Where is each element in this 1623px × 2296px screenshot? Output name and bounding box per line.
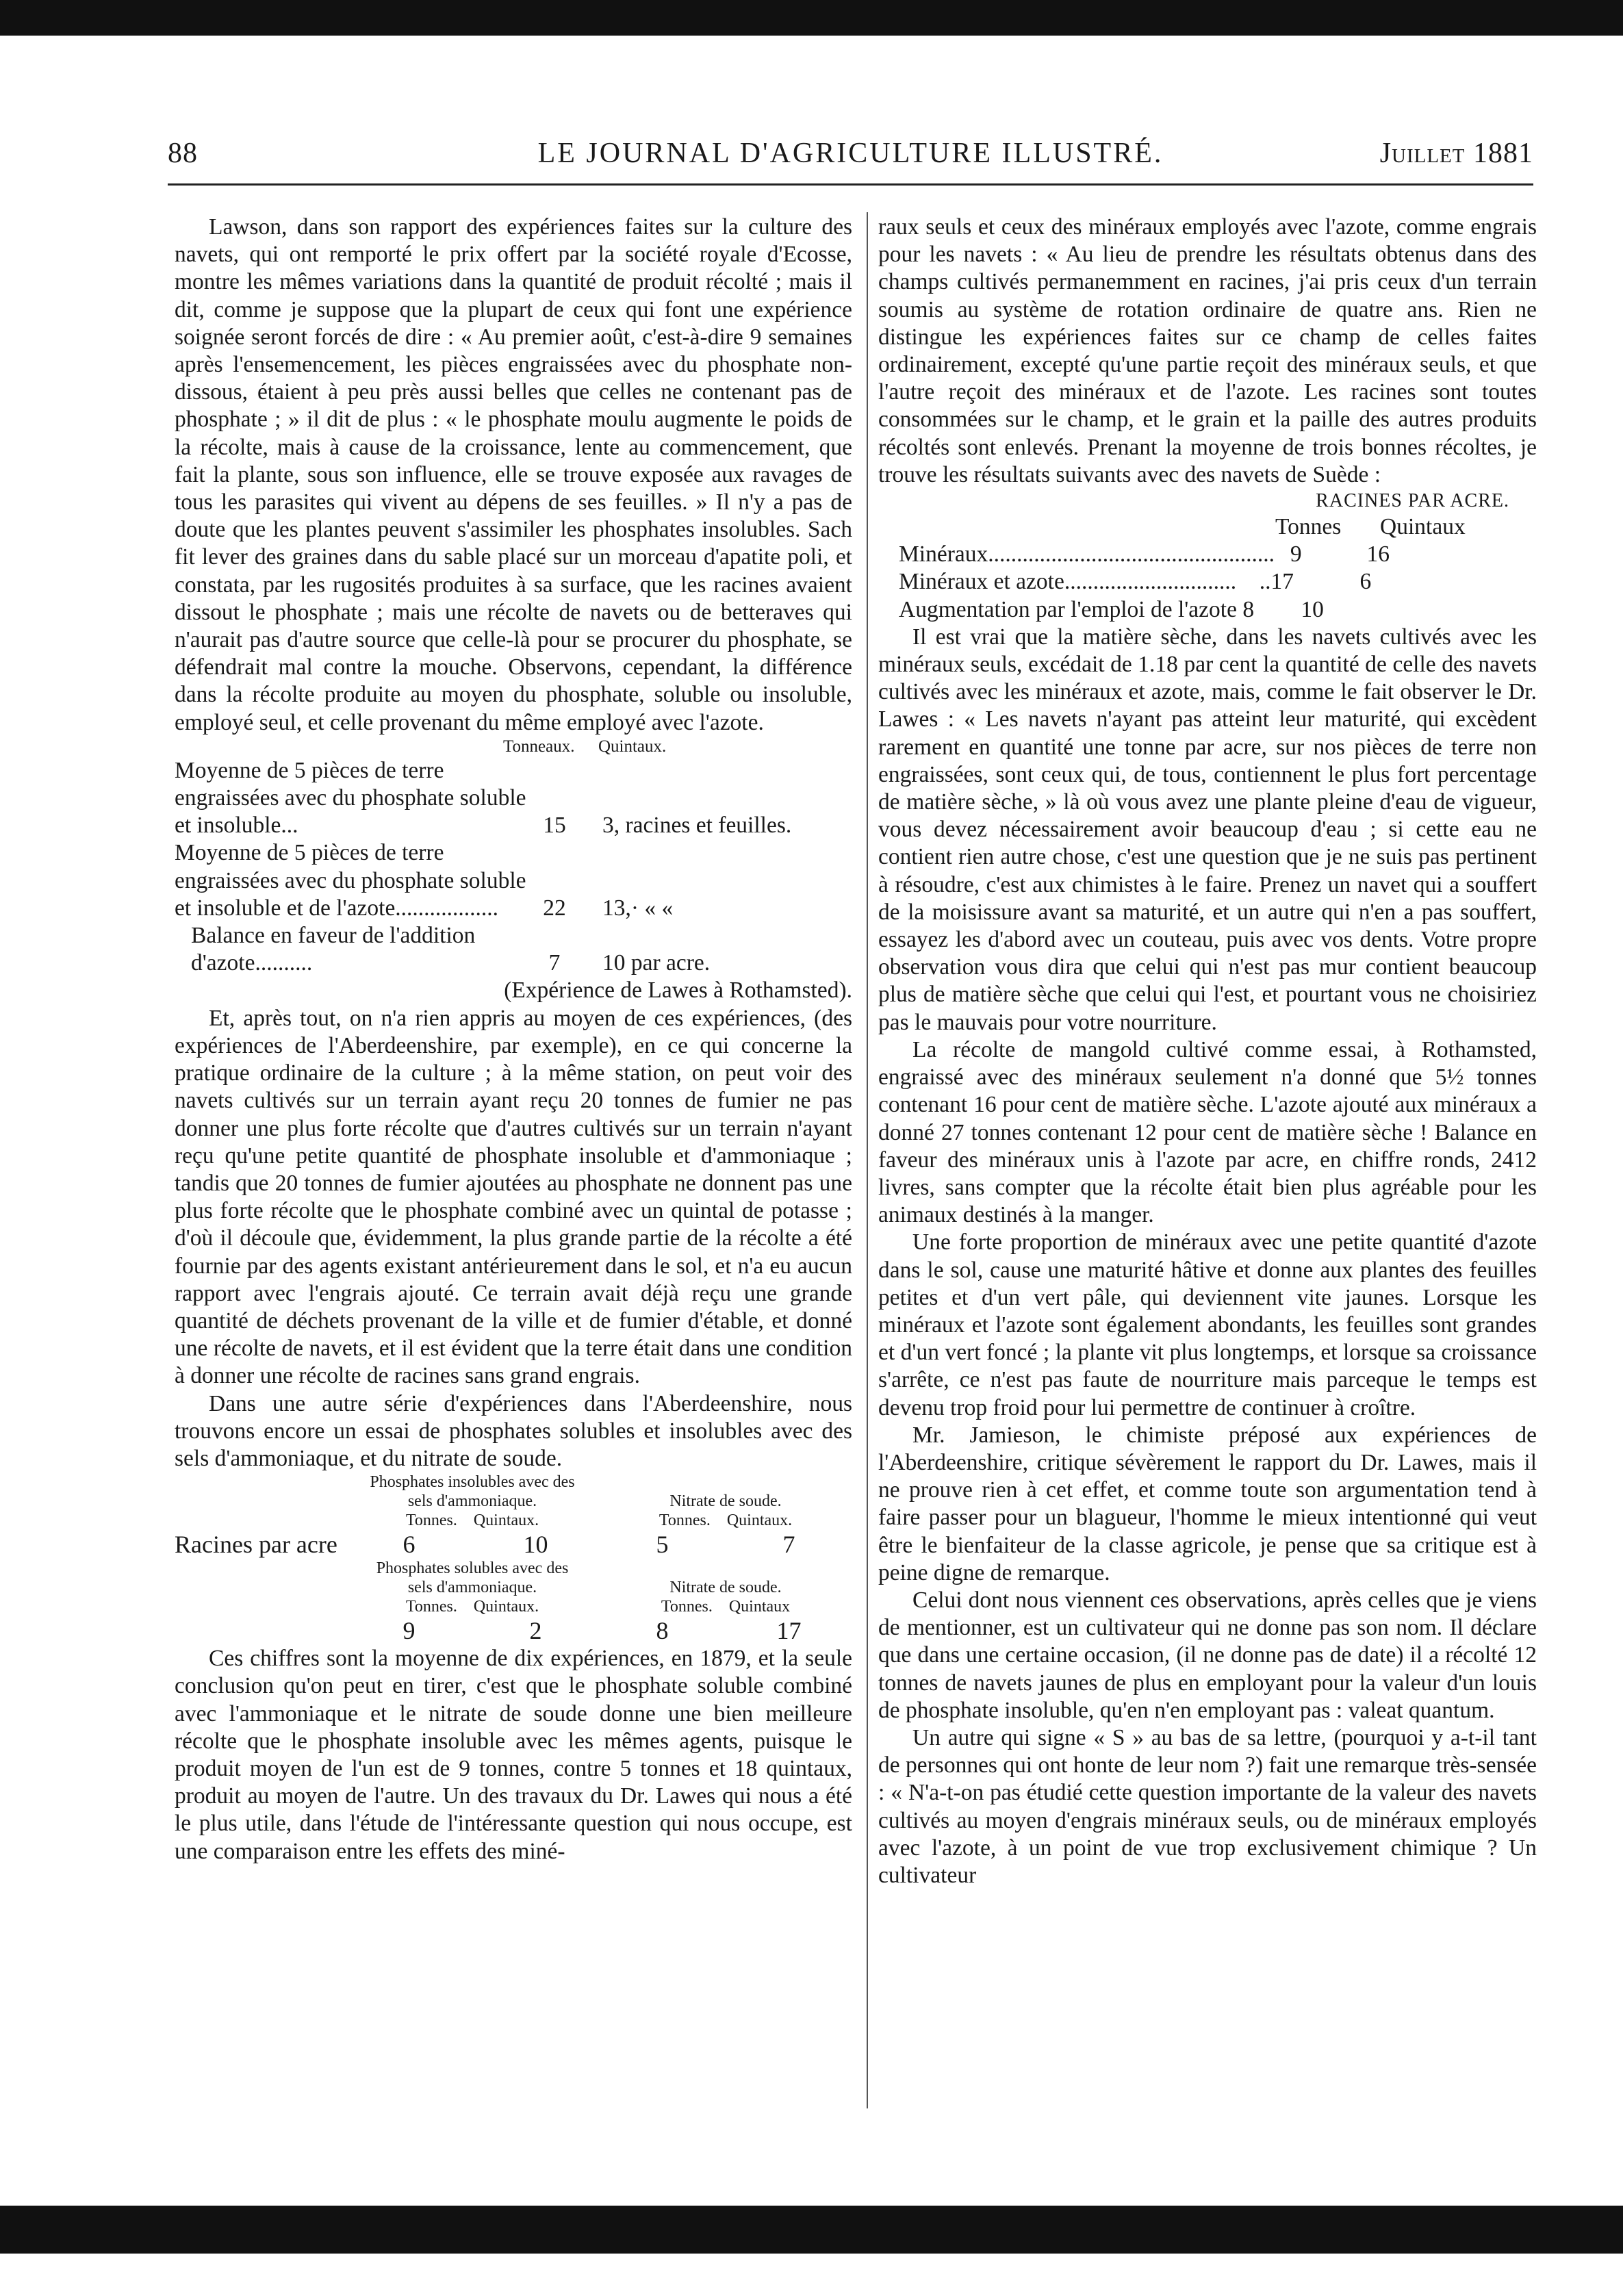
table-row (175, 922, 852, 977)
column-header: sels d'ammoniaque. (407, 1492, 537, 1511)
tonnes-value: 15 (543, 813, 566, 839)
bottom-scan-border (0, 2206, 1623, 2254)
value: 5 (656, 1531, 669, 1559)
paragraph: Il est vrai que la matière sèche, dans les navets cultivés avec les minéraux seuls, excédait de 1.18 par cent la quantité de celle des navets cultivés avec les minéraux et azote, mais, comme le fait observer le Dr. Lawes : « Les navets n'ayant pas atteint leur maturité, qui excèdent rarement en quantité une tonne par acre, sur nos pièces de terre non engraissées, sont ceux qui, de tous, contiennent le plus fort percentage de matière sèche, » là où vous avez une plante pleine d'eau de vigueur, vous devez nécessairement avoir beaucoup d'eau ; si cette eau ne contient rien autre chose, c'est une question que je ne suis pas pertinent à résoudre, c'est aux chimistes à le faire. Prenez un navet qui a souffert de la moisissure avant sa maturité, et un autre qui n'en a pas souffert, essayez les d'abord avec un couteau, puis avec vos dents. Votre propre observation vous dira que celui qui n'est pas mur contient beaucoup plus de matière sèche que celui qui l'est, et pourtant vous ne choisiriez pas le mauvais pour votre nourriture. (878, 624, 1537, 1035)
row-label: Augmentation par l'emploi de l'azote 8 (899, 596, 1255, 622)
header-rule (168, 183, 1533, 186)
journal-title: LE JOURNAL D'AGRICULTURE ILLUSTRÉ. (537, 138, 1164, 169)
right-column (878, 214, 1537, 1889)
tonnes-value: 7 (548, 950, 561, 976)
leader-dots: .............................. (1064, 569, 1237, 595)
tonnes-value: ..17 (1259, 569, 1294, 595)
column-header: Nitrate de soude. (669, 1492, 782, 1511)
issue-date: Juillet 1881 (1379, 138, 1533, 169)
yield-table-aberdeenshire (175, 1472, 852, 1645)
column-header: Tonnes. Quintaux (661, 1598, 791, 1616)
table-row (899, 541, 1537, 568)
paragraph: Dans une autre série d'expériences dans l'Aberdeenshire, nous trouvons encore un essai de phosphates solubles et insolubles avec des sels d'ammoniaque, et du nitrate de soude. (175, 1390, 852, 1471)
value: 2 (529, 1617, 542, 1645)
value: 8 (656, 1617, 669, 1645)
column-header: Phosphates solubles avec des (376, 1559, 569, 1578)
value: 6 (402, 1531, 416, 1559)
row-label: Balance en faveur de l'addition d'azote.......... (191, 923, 476, 976)
column-header: Tonnes. Quintaux. (405, 1598, 539, 1616)
column-header: Nitrate de soude. (669, 1579, 782, 1597)
top-scan-border (0, 0, 1623, 36)
quintaux-value: 10 par acre. (602, 950, 711, 976)
column-header: sels d'ammoniaque. (407, 1579, 537, 1597)
column-divider (867, 212, 868, 2108)
column-header-tonnes: Tonnes (1275, 514, 1342, 540)
value: 17 (776, 1617, 802, 1645)
table-row (175, 1616, 852, 1645)
column-header-quintaux: Quintaux (1380, 514, 1466, 540)
paragraph: Et, après tout, on n'a rien appris au moyen de ces expériences, (des expériences de l'Aberdeenshire, par exemple), en ce qui concerne la pratique ordinaire de la culture ; à la même station, on peut voir des navets cultivés sur un terrain ayant reçu 20 tonnes de fumier ne pas donner une plus forte récolte que d'autres cultivés sur un terrain n'ayant reçu qu'une petite quantité de phosphate insoluble et d'ammoniaque ; tandis que 20 tonnes de fumier ajoutées au phosphate ne donnent pas une plus forte récolte que le phosphate combiné avec un quintal de potasse ; d'où il découle que, évidemment, la plus grande partie de la récolte a été fournie par des agents existant antérieurement dans le sol, et n'a eu aucun rapport avec l'engrais ajouté. Ce terrain avait déjà reçu une grande quantité de déchets provenant de la ville et de fumier d'étable, et donné une récolte de navets, et il est évident que la terre était dans une condition à donner une récolte de racines sans grand engrais. (175, 1005, 852, 1389)
value: 7 (782, 1531, 795, 1559)
table-row (899, 596, 1537, 624)
column-header: Tonnes. Quintaux. (405, 1511, 539, 1530)
yield-table-lawes (175, 737, 852, 1005)
row-label: Moyenne de 5 pièces de terre engraissées avec du phosphate soluble et insoluble et de l'azote.................. (175, 840, 526, 921)
leader-dots: .................................................. (988, 541, 1275, 567)
column-header: Tonnes. Quintaux. (659, 1511, 793, 1530)
quintaux-value: 6 (1359, 569, 1372, 595)
quintaux-value: 10 (1301, 596, 1324, 622)
citation: (Expérience de Lawes à Rothamsted). (504, 978, 852, 1004)
page-header (168, 137, 1533, 178)
paragraph: Ces chiffres sont la moyenne de dix expériences, en 1879, et la seule conclusion qu'on peut en tirer, c'est que le phosphate soluble combiné avec l'ammoniaque et le nitrate de soude donne une bien meilleure récolte que le phosphate insoluble avec les mêmes agents, puisque le produit moyen de l'un est de 9 tonnes, contre 5 tonnes et 18 quintaux, produit au moyen de l'autre. Un des travaux du Dr. Lawes qui nous a été le plus utile, dans l'étude de l'intéressante question qui nous occupe, est une comparaison entre les effets des miné- (175, 1646, 852, 1864)
table-row (175, 839, 852, 922)
quintaux-value: 13,· « « (602, 895, 674, 921)
table-row (175, 757, 852, 840)
tonnes-value: 22 (543, 895, 566, 921)
paragraph: Celui dont nous viennent ces observations, après celles que je viens de mentionner, est un cultivateur qui ne donne pas son nom. Il déclare que dans une certaine occasion, (il ne donne pas de date) il a récolté 12 tonnes de navets jaunes de plus en employant pour la valeur d'un louis de phosphate insoluble, qu'en n'en employant pas : valeat quantum. (878, 1587, 1537, 1723)
row-label: Minéraux et azote (899, 569, 1064, 595)
paragraph: Mr. Jamieson, le chimiste préposé aux expériences de l'Aberdeenshire, critique sévèrement le rapport du Dr. Lawes, mais il ne prouve rien à cet effet, et comme toute son argumentation tend à faire passer pour un blagueur, l'homme le mieux intentionné qui veut être le bienfaiteur de la classe agricole, je pense que sa critique est à peine digne de remarque. (878, 1422, 1537, 1585)
paragraph: Lawson, dans son rapport des expériences faites sur la culture des navets, qui ont remporté le prix offert par la société royale d'Ecosse, montre les mêmes variations dans la quantité de produit récolté ; mais il dit, comme je suppose que la plupart de ceux qui font une expérience soignée seront forcés de dire : « Au premier août, c'est-à-dire 9 semaines après l'ensemencement, les pièces engraissées avec du phosphate non-dissous, étaient à peu près aussi belles que celles ne contenant pas de phosphate ; » il dit de plus : « le phosphate moulu augmente le poids de la récolte, mais à cause de la croissance, lente au commencement, que fait la plante, sous son influence, elle se trouve exposée aux ravages de tous les parasites qui vivent au dépens de ses feuilles. » Il n'y a pas de doute que les plantes peuvent s'assimiler les phosphates insolubles. Sach fit lever des graines dans du sable placé sur un morceau d'apatite poli, et constata, par les rugosités produites à sa surface, que les racines avaient dissout le phosphate ; mais une récolte de navets ou de betteraves qui n'aurait pas d'autre source que celle-là pour se procurer du phosphate, se défendrait mal contre la mouche. Observons, cependant, la différence dans la récolte produite au moyen du phosphate, soluble ou insoluble, employé seul, et celle provenant du même employé avec l'azote. (175, 214, 852, 735)
row-label: Moyenne de 5 pièces de terre engraissées avec du phosphate soluble et insoluble... (175, 757, 526, 839)
table-row (899, 568, 1537, 596)
column-header-tonneaux: Tonneaux. (503, 737, 575, 756)
value: 9 (402, 1617, 416, 1645)
value: 10 (523, 1531, 548, 1559)
quintaux-value: 3, racines et feuilles. (602, 813, 792, 839)
paragraph: Une forte proportion de minéraux avec une petite quantité d'azote dans le sol, cause une maturité hâtive et donne aux plantes des feuilles petites et d'un vert pâle, qui deviennent vite jaunes. Lorsque les minéraux et l'azote sont également abondants, les feuilles sont grandes et d'un vert foncé ; la plante vit plus longtemps, et lorsque sa croissance s'arrête, ce n'est pas faute de nourriture mais parceque le temps est devenu trop froid pour lui permettre de continuer à croître. (878, 1229, 1537, 1420)
table-row (175, 1530, 852, 1559)
page-number: 88 (168, 138, 198, 169)
row-label: Racines par acre (175, 1531, 337, 1559)
paragraph: La récolte de mangold cultivé comme essai, à Rothamsted, engraissé avec des minéraux seulement n'a donné que 5½ tonnes contenant 16 pour cent de matière sèche. L'azote ajouté aux minéraux a donné 27 tonnes contenant 12 pour cent de matière sèche ! Balance en faveur des minéraux unis à l'azote par acre, en chiffre ronds, 2412 livres, sans compter que la récolte était bien plus agréable pour les animaux destinés à la manger. (878, 1036, 1537, 1228)
paragraph: Un autre qui signe « S » au bas de sa lettre, (pourquoi y a-t-il tant de personnes qui ont honte de leur nom ?) fait une remarque très-sensée : « N'a-t-on pas étudié cette question importante de la valeur des navets cultivés au moyen d'engrais minéraux seuls, ou de minéraux employés avec l'azote, à un point de vue trop exclusivement chimique ? Un cultivateur (878, 1724, 1537, 1888)
row-label: Minéraux (899, 541, 988, 567)
quintaux-value: 16 (1366, 541, 1390, 567)
column-header: Phosphates insolubles avec des (370, 1473, 575, 1492)
tonnes-value: 9 (1290, 541, 1302, 567)
column-header-quintaux: Quintaux. (598, 737, 667, 756)
left-column (175, 214, 852, 1865)
table-caption: RACINES PAR ACRE. (1316, 490, 1509, 512)
paragraph: raux seuls et ceux des minéraux employés avec l'azote, comme engrais pour les navets : « Au lieu de prendre les résultats obtenus dans des champs cultivés permanemment en racines, j'ai pris ceux d'un terrain soumis au système de rotation ordinaire de quatre ans. Rien ne distingue les expériences faites sur ce champ de celles faites ordinairement, excepté qu'une partie reçoit des minéraux seuls, et que l'autre reçoit des minéraux et de l'azote. Les racines sont toutes consommées sur le champ, et le grain et la paille des autres produits récoltés sont enlevés. Prenant la moyenne de trois bonnes récoltes, je trouve les résultats suivants avec des navets de Suède : (878, 214, 1537, 487)
yield-table-swedes (878, 489, 1537, 624)
